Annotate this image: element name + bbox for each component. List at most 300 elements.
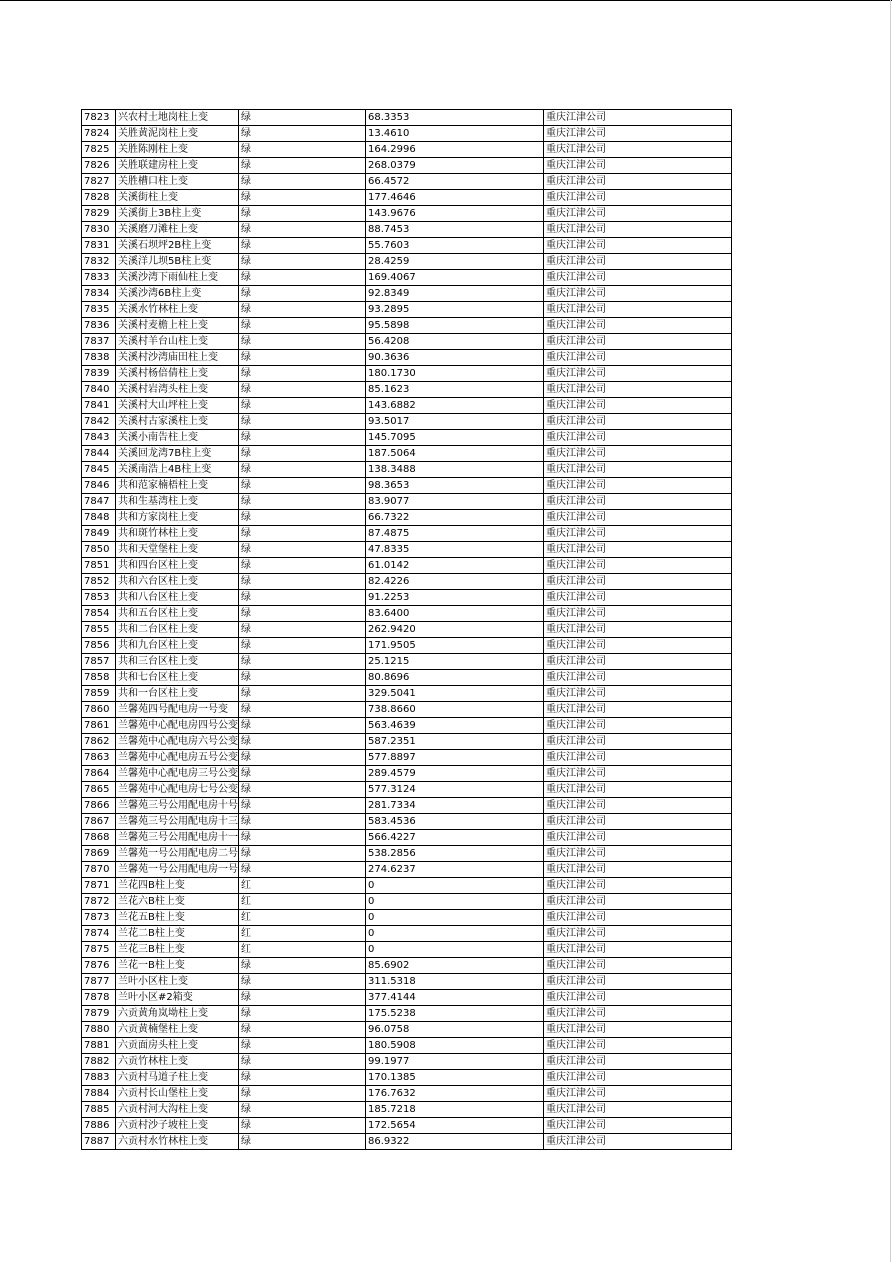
table-row [82, 718, 732, 734]
company-cell: 重庆江津公司 [544, 974, 732, 990]
status-cell: 绿 [239, 1070, 366, 1086]
transformer-name-cell: 六贡村沙子坡柱上变 [116, 1118, 239, 1134]
table-row [82, 638, 732, 654]
company-cell: 重庆江津公司 [544, 286, 732, 302]
company-cell: 重庆江津公司 [544, 1022, 732, 1038]
row-number-cell: 7827 [82, 174, 116, 190]
status-cell: 绿 [239, 798, 366, 814]
status-cell: 绿 [239, 350, 366, 366]
company-cell: 重庆江津公司 [544, 798, 732, 814]
row-number-cell: 7843 [82, 430, 116, 446]
company-cell: 重庆江津公司 [544, 654, 732, 670]
transformer-name-cell: 共和九台区柱上变 [116, 638, 239, 654]
value-cell: 0 [366, 894, 544, 910]
status-cell: 绿 [239, 158, 366, 174]
row-number-cell: 7842 [82, 414, 116, 430]
table-row [82, 654, 732, 670]
status-cell: 绿 [239, 254, 366, 270]
transformer-name-cell: 六贡黄楠堡柱上变 [116, 1022, 239, 1038]
status-cell: 绿 [239, 126, 366, 142]
company-cell: 重庆江津公司 [544, 382, 732, 398]
row-number-cell: 7825 [82, 142, 116, 158]
row-number-cell: 7831 [82, 238, 116, 254]
table-row [82, 542, 732, 558]
status-cell: 绿 [239, 430, 366, 446]
company-cell: 重庆江津公司 [544, 926, 732, 942]
transformer-name-cell: 兰馨苑一号公用配电房一号 [116, 862, 239, 878]
status-cell: 绿 [239, 766, 366, 782]
value-cell: 577.3124 [366, 782, 544, 798]
transformer-name-cell: 关胜黄泥岗柱上变 [116, 126, 239, 142]
status-cell: 绿 [239, 478, 366, 494]
row-number-cell: 7875 [82, 942, 116, 958]
value-cell: 98.3653 [366, 478, 544, 494]
status-cell: 绿 [239, 174, 366, 190]
transformer-name-cell: 关溪村岩湾头柱上变 [116, 382, 239, 398]
table-row [82, 1102, 732, 1118]
value-cell: 587.2351 [366, 734, 544, 750]
status-cell: 绿 [239, 1102, 366, 1118]
transformer-name-cell: 六贡村河大沟柱上变 [116, 1102, 239, 1118]
value-cell: 289.4579 [366, 766, 544, 782]
status-cell: 绿 [239, 814, 366, 830]
row-number-cell: 7855 [82, 622, 116, 638]
row-number-cell: 7883 [82, 1070, 116, 1086]
company-cell: 重庆江津公司 [544, 622, 732, 638]
status-cell: 绿 [239, 574, 366, 590]
status-cell: 绿 [239, 398, 366, 414]
transformer-name-cell: 兰馨苑三号公用配电房十号 [116, 798, 239, 814]
row-number-cell: 7867 [82, 814, 116, 830]
row-number-cell: 7859 [82, 686, 116, 702]
transformer-name-cell: 兰馨苑中心配电房七号公变 [116, 782, 239, 798]
status-cell: 绿 [239, 1022, 366, 1038]
status-cell: 绿 [239, 238, 366, 254]
transformer-name-cell: 兰花一B柱上变 [116, 958, 239, 974]
table-row [82, 190, 732, 206]
status-cell: 红 [239, 894, 366, 910]
value-cell: 93.2895 [366, 302, 544, 318]
transformer-name-cell: 兰花三B柱上变 [116, 942, 239, 958]
company-cell: 重庆江津公司 [544, 366, 732, 382]
table-row [82, 974, 732, 990]
row-number-cell: 7884 [82, 1086, 116, 1102]
status-cell: 绿 [239, 622, 366, 638]
value-cell: 145.7095 [366, 430, 544, 446]
company-cell: 重庆江津公司 [544, 558, 732, 574]
value-cell: 13.4610 [366, 126, 544, 142]
transformer-name-cell: 关溪洋儿坝5B柱上变 [116, 254, 239, 270]
table-row [82, 830, 732, 846]
transformer-name-cell: 关溪街上3B柱上变 [116, 206, 239, 222]
status-cell: 绿 [239, 718, 366, 734]
table-row [82, 958, 732, 974]
table-row [82, 926, 732, 942]
table-row [82, 894, 732, 910]
row-number-cell: 7882 [82, 1054, 116, 1070]
company-cell: 重庆江津公司 [544, 702, 732, 718]
transformer-name-cell: 关溪村羊台山柱上变 [116, 334, 239, 350]
company-cell: 重庆江津公司 [544, 238, 732, 254]
row-number-cell: 7838 [82, 350, 116, 366]
table-row [82, 238, 732, 254]
company-cell: 重庆江津公司 [544, 1054, 732, 1070]
row-number-cell: 7841 [82, 398, 116, 414]
status-cell: 绿 [239, 190, 366, 206]
table-row [82, 734, 732, 750]
company-cell: 重庆江津公司 [544, 446, 732, 462]
row-number-cell: 7866 [82, 798, 116, 814]
table-row [82, 510, 732, 526]
company-cell: 重庆江津公司 [544, 1118, 732, 1134]
value-cell: 85.1623 [366, 382, 544, 398]
row-number-cell: 7853 [82, 590, 116, 606]
row-number-cell: 7877 [82, 974, 116, 990]
value-cell: 281.7334 [366, 798, 544, 814]
company-cell: 重庆江津公司 [544, 510, 732, 526]
transformer-name-cell: 关溪磨刀滩柱上变 [116, 222, 239, 238]
value-cell: 176.7632 [366, 1086, 544, 1102]
status-cell: 绿 [239, 1086, 366, 1102]
status-cell: 绿 [239, 494, 366, 510]
table-row [82, 494, 732, 510]
transformer-name-cell: 六贡面房头柱上变 [116, 1038, 239, 1054]
row-number-cell: 7857 [82, 654, 116, 670]
value-cell: 92.8349 [366, 286, 544, 302]
row-number-cell: 7885 [82, 1102, 116, 1118]
row-number-cell: 7871 [82, 878, 116, 894]
table-row [82, 126, 732, 142]
table-row [82, 158, 732, 174]
status-cell: 绿 [239, 702, 366, 718]
company-cell: 重庆江津公司 [544, 638, 732, 654]
row-number-cell: 7824 [82, 126, 116, 142]
row-number-cell: 7833 [82, 270, 116, 286]
row-number-cell: 7834 [82, 286, 116, 302]
value-cell: 377.4144 [366, 990, 544, 1006]
table-row [82, 606, 732, 622]
row-number-cell: 7840 [82, 382, 116, 398]
company-cell: 重庆江津公司 [544, 606, 732, 622]
row-number-cell: 7829 [82, 206, 116, 222]
status-cell: 绿 [239, 318, 366, 334]
table-row [82, 1086, 732, 1102]
row-number-cell: 7878 [82, 990, 116, 1006]
table-row [82, 286, 732, 302]
transformer-name-cell: 关溪街柱上变 [116, 190, 239, 206]
transformer-name-cell: 共和六台区柱上变 [116, 574, 239, 590]
transformer-name-cell: 六贡村马道子柱上变 [116, 1070, 239, 1086]
value-cell: 274.6237 [366, 862, 544, 878]
row-number-cell: 7873 [82, 910, 116, 926]
transformer-name-cell: 关胜陈刚柱上变 [116, 142, 239, 158]
transformer-name-cell: 关胜槽口柱上变 [116, 174, 239, 190]
table-row [82, 1022, 732, 1038]
value-cell: 56.4208 [366, 334, 544, 350]
row-number-cell: 7849 [82, 526, 116, 542]
table-row [82, 878, 732, 894]
status-cell: 绿 [239, 142, 366, 158]
transformer-name-cell: 共和天堂堡柱上变 [116, 542, 239, 558]
transformer-name-cell: 六贡竹林柱上变 [116, 1054, 239, 1070]
company-cell: 重庆江津公司 [544, 830, 732, 846]
transformer-name-cell: 兰馨苑中心配电房三号公变 [116, 766, 239, 782]
status-cell: 绿 [239, 638, 366, 654]
status-cell: 红 [239, 926, 366, 942]
value-cell: 583.4536 [366, 814, 544, 830]
status-cell: 绿 [239, 862, 366, 878]
table-row [82, 686, 732, 702]
status-cell: 绿 [239, 446, 366, 462]
status-cell: 绿 [239, 270, 366, 286]
row-number-cell: 7851 [82, 558, 116, 574]
value-cell: 86.9322 [366, 1134, 544, 1150]
value-cell: 0 [366, 926, 544, 942]
company-cell: 重庆江津公司 [544, 110, 732, 126]
company-cell: 重庆江津公司 [544, 990, 732, 1006]
row-number-cell: 7848 [82, 510, 116, 526]
value-cell: 55.7603 [366, 238, 544, 254]
table-row [82, 398, 732, 414]
company-cell: 重庆江津公司 [544, 782, 732, 798]
transformer-name-cell: 关溪村杨倍倩柱上变 [116, 366, 239, 382]
company-cell: 重庆江津公司 [544, 430, 732, 446]
company-cell: 重庆江津公司 [544, 862, 732, 878]
company-cell: 重庆江津公司 [544, 1102, 732, 1118]
value-cell: 563.4639 [366, 718, 544, 734]
status-cell: 绿 [239, 302, 366, 318]
company-cell: 重庆江津公司 [544, 142, 732, 158]
row-number-cell: 7847 [82, 494, 116, 510]
company-cell: 重庆江津公司 [544, 350, 732, 366]
row-number-cell: 7870 [82, 862, 116, 878]
status-cell: 红 [239, 878, 366, 894]
transformer-name-cell: 关溪小南告柱上变 [116, 430, 239, 446]
value-cell: 329.5041 [366, 686, 544, 702]
row-number-cell: 7837 [82, 334, 116, 350]
row-number-cell: 7869 [82, 846, 116, 862]
transformer-name-cell: 关溪沙湾下雨仙柱上变 [116, 270, 239, 286]
transformer-name-cell: 关溪石坝坪2B柱上变 [116, 238, 239, 254]
transformer-name-cell: 兰花二B柱上变 [116, 926, 239, 942]
table-row [82, 462, 732, 478]
company-cell: 重庆江津公司 [544, 158, 732, 174]
status-cell: 绿 [239, 1134, 366, 1150]
transformer-name-cell: 兰馨苑四号配电房一号变 [116, 702, 239, 718]
transformer-name-cell: 兰馨苑中心配电房五号公变 [116, 750, 239, 766]
table-row [82, 446, 732, 462]
transformer-name-cell: 关溪村大山坪柱上变 [116, 398, 239, 414]
value-cell: 170.1385 [366, 1070, 544, 1086]
value-cell: 47.8335 [366, 542, 544, 558]
table-row [82, 798, 732, 814]
value-cell: 171.9505 [366, 638, 544, 654]
table-body [82, 110, 732, 1150]
transformer-name-cell: 关溪南浩上4B柱上变 [116, 462, 239, 478]
status-cell: 绿 [239, 222, 366, 238]
transformer-name-cell: 关溪村麦檐上柱上变 [116, 318, 239, 334]
value-cell: 82.4226 [366, 574, 544, 590]
table-row [82, 1006, 732, 1022]
company-cell: 重庆江津公司 [544, 958, 732, 974]
row-number-cell: 7863 [82, 750, 116, 766]
status-cell: 绿 [239, 1038, 366, 1054]
transformer-table [81, 109, 732, 1150]
table-row [82, 990, 732, 1006]
table-row [82, 910, 732, 926]
status-cell: 绿 [239, 1006, 366, 1022]
value-cell: 66.7322 [366, 510, 544, 526]
value-cell: 99.1977 [366, 1054, 544, 1070]
value-cell: 90.3636 [366, 350, 544, 366]
company-cell: 重庆江津公司 [544, 414, 732, 430]
transformer-name-cell: 关溪村沙湾庙田柱上变 [116, 350, 239, 366]
company-cell: 重庆江津公司 [544, 462, 732, 478]
status-cell: 绿 [239, 846, 366, 862]
row-number-cell: 7860 [82, 702, 116, 718]
status-cell: 红 [239, 942, 366, 958]
transformer-name-cell: 共和七台区柱上变 [116, 670, 239, 686]
transformer-name-cell: 六贡村长山堡柱上变 [116, 1086, 239, 1102]
row-number-cell: 7864 [82, 766, 116, 782]
row-number-cell: 7832 [82, 254, 116, 270]
table-row [82, 846, 732, 862]
value-cell: 143.9676 [366, 206, 544, 222]
row-number-cell: 7850 [82, 542, 116, 558]
value-cell: 28.4259 [366, 254, 544, 270]
value-cell: 66.4572 [366, 174, 544, 190]
transformer-name-cell: 兰馨苑中心配电房六号公变 [116, 734, 239, 750]
transformer-name-cell: 六贡黄角岚坳柱上变 [116, 1006, 239, 1022]
row-number-cell: 7876 [82, 958, 116, 974]
company-cell: 重庆江津公司 [544, 670, 732, 686]
transformer-name-cell: 关溪村古家溪柱上变 [116, 414, 239, 430]
table-row [82, 174, 732, 190]
company-cell: 重庆江津公司 [544, 910, 732, 926]
status-cell: 绿 [239, 286, 366, 302]
value-cell: 85.6902 [366, 958, 544, 974]
value-cell: 88.7453 [366, 222, 544, 238]
value-cell: 80.8696 [366, 670, 544, 686]
table-row [82, 862, 732, 878]
transformer-name-cell: 共和五台区柱上变 [116, 606, 239, 622]
value-cell: 83.6400 [366, 606, 544, 622]
value-cell: 87.4875 [366, 526, 544, 542]
transformer-name-cell: 兰花五B柱上变 [116, 910, 239, 926]
value-cell: 0 [366, 942, 544, 958]
company-cell: 重庆江津公司 [544, 190, 732, 206]
company-cell: 重庆江津公司 [544, 814, 732, 830]
company-cell: 重庆江津公司 [544, 1006, 732, 1022]
value-cell: 175.5238 [366, 1006, 544, 1022]
row-number-cell: 7862 [82, 734, 116, 750]
row-number-cell: 7865 [82, 782, 116, 798]
value-cell: 185.7218 [366, 1102, 544, 1118]
status-cell: 绿 [239, 606, 366, 622]
table-row [82, 430, 732, 446]
transformer-name-cell: 兴农村土地岗柱上变 [116, 110, 239, 126]
table-row [82, 750, 732, 766]
transformer-name-cell: 共和生基湾柱上变 [116, 494, 239, 510]
row-number-cell: 7856 [82, 638, 116, 654]
transformer-name-cell: 共和方家岗柱上变 [116, 510, 239, 526]
row-number-cell: 7858 [82, 670, 116, 686]
status-cell: 绿 [239, 974, 366, 990]
value-cell: 577.8897 [366, 750, 544, 766]
company-cell: 重庆江津公司 [544, 878, 732, 894]
company-cell: 重庆江津公司 [544, 398, 732, 414]
transformer-name-cell: 共和斑竹林柱上变 [116, 526, 239, 542]
value-cell: 91.2253 [366, 590, 544, 606]
table-row [82, 702, 732, 718]
value-cell: 187.5064 [366, 446, 544, 462]
company-cell: 重庆江津公司 [544, 766, 732, 782]
status-cell: 绿 [239, 1118, 366, 1134]
status-cell: 绿 [239, 462, 366, 478]
table-row [82, 590, 732, 606]
table-row [82, 782, 732, 798]
table-row [82, 526, 732, 542]
company-cell: 重庆江津公司 [544, 686, 732, 702]
row-number-cell: 7846 [82, 478, 116, 494]
table-row [82, 254, 732, 270]
company-cell: 重庆江津公司 [544, 542, 732, 558]
table-row [82, 382, 732, 398]
status-cell: 绿 [239, 542, 366, 558]
row-number-cell: 7880 [82, 1022, 116, 1038]
row-number-cell: 7835 [82, 302, 116, 318]
transformer-name-cell: 共和八台区柱上变 [116, 590, 239, 606]
company-cell: 重庆江津公司 [544, 254, 732, 270]
value-cell: 180.5908 [366, 1038, 544, 1054]
table-row [82, 206, 732, 222]
value-cell: 61.0142 [366, 558, 544, 574]
status-cell: 绿 [239, 830, 366, 846]
company-cell: 重庆江津公司 [544, 1134, 732, 1150]
row-number-cell: 7845 [82, 462, 116, 478]
company-cell: 重庆江津公司 [544, 734, 732, 750]
table-row [82, 574, 732, 590]
value-cell: 538.2856 [366, 846, 544, 862]
row-number-cell: 7826 [82, 158, 116, 174]
table-row [82, 558, 732, 574]
table-row [82, 766, 732, 782]
row-number-cell: 7868 [82, 830, 116, 846]
company-cell: 重庆江津公司 [544, 846, 732, 862]
status-cell: 红 [239, 910, 366, 926]
transformer-name-cell: 兰馨苑三号公用配电房十一 [116, 830, 239, 846]
transformer-name-cell: 兰馨苑三号公用配电房十三 [116, 814, 239, 830]
transformer-name-cell: 关溪水竹林柱上变 [116, 302, 239, 318]
table-row [82, 318, 732, 334]
status-cell: 绿 [239, 110, 366, 126]
status-cell: 绿 [239, 510, 366, 526]
value-cell: 262.9420 [366, 622, 544, 638]
row-number-cell: 7844 [82, 446, 116, 462]
table-row [82, 366, 732, 382]
company-cell: 重庆江津公司 [544, 1086, 732, 1102]
value-cell: 68.3353 [366, 110, 544, 126]
value-cell: 180.1730 [366, 366, 544, 382]
row-number-cell: 7852 [82, 574, 116, 590]
status-cell: 绿 [239, 366, 366, 382]
table-row [82, 142, 732, 158]
status-cell: 绿 [239, 1054, 366, 1070]
page-right-edge [890, 0, 891, 1262]
company-cell: 重庆江津公司 [544, 494, 732, 510]
company-cell: 重庆江津公司 [544, 526, 732, 542]
status-cell: 绿 [239, 670, 366, 686]
